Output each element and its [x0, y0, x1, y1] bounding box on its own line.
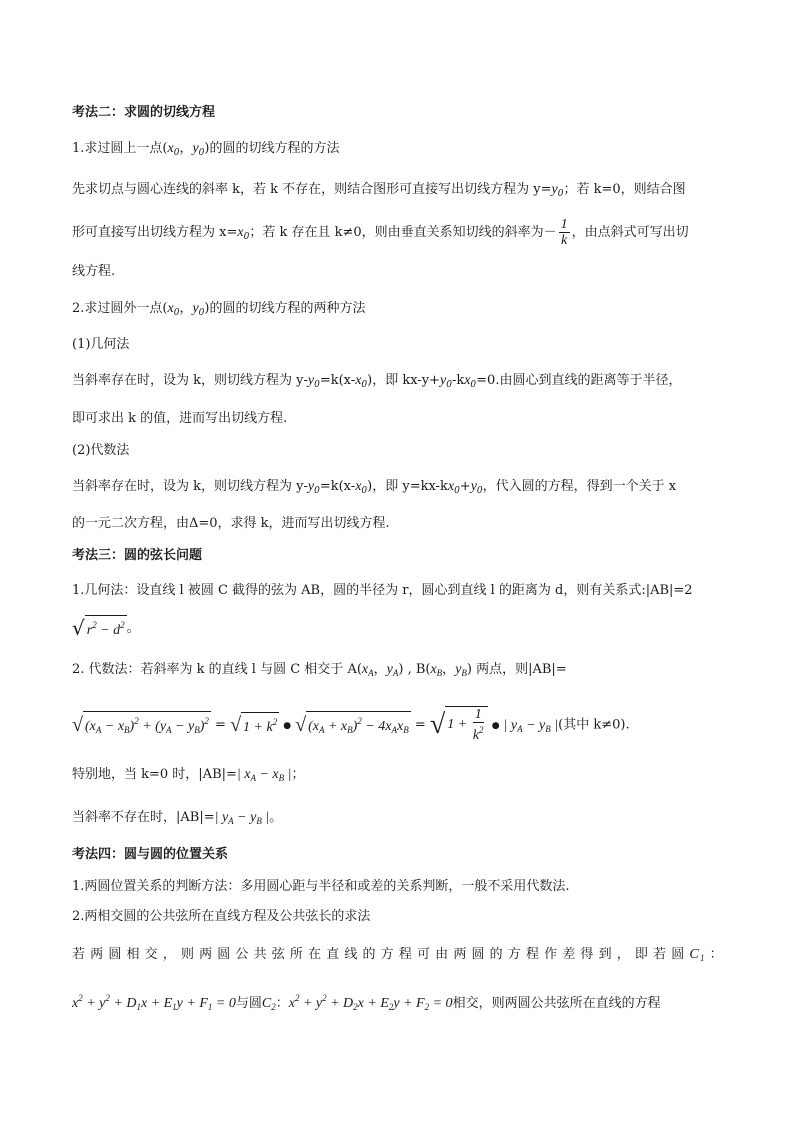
- paragraph-line: 2.两相交圆的公共弦所在直线方程及公共弦长的求法: [72, 909, 371, 924]
- paragraph-line: 若两圆相交，则两圆公共弦所在直线的方程可由两圆的方程作差得到，即若圆$C_1$：: [72, 947, 724, 963]
- formula-chord-length: √ $(x_A - x_B)^2 + (y_A - y_B)^2$ = √ $1 + k^2$ ● √ $(x_A + x_B)^2 - 4x_Ax_B$ = √ 1 + $\frac{1}{k^2}$ ● | $y_A - y_B$ |(其中 k≠0).: [72, 707, 630, 744]
- sqrt-r2-minus-d2: √ $r^2 - d^2$: [72, 615, 125, 640]
- formula-line: √ $r^2 - d^2$ 。: [72, 614, 724, 642]
- paragraph-line: 的一元二次方程，由Δ=0，求得 k，进而写出切线方程.: [72, 516, 390, 531]
- fraction-one-over-k: $\frac{1}{k}$: [560, 217, 568, 248]
- subheading-geometric: (1)几何法: [72, 337, 130, 352]
- paragraph-line: 特别地，当 k=0 时，|AB|=| $x_A - x_B$ |；: [72, 767, 305, 783]
- paragraph-line: 当斜率不存在时，|AB|=| $y_A - y_B$ |。: [72, 810, 283, 826]
- item-point-outside-circle: 2.求过圆外一点($x_0$，$y_0$)的圆的切线方程的两种方法: [72, 301, 366, 318]
- formula-line: $x^2 + y^2 + D_1x + E_1y + F_1 = 0$与圆$C_2$：$x^2 + y^2 + D_2x + E_2y + F_2 = 0$相交，则两圆公共弦所在直线的方程: [72, 993, 661, 1012]
- paragraph-line: 1.两圆位置关系的判断方法：多用圆心距与半径和或差的关系判断，一般不采用代数法.: [72, 879, 570, 894]
- paragraph-line: 先求切点与圆心连线的斜率 k，若 k 不存在，则结合图形可直接写出切线方程为 $y=y_0$；若 k=0，则结合图: [72, 182, 686, 199]
- heading-method-2: 考法二：求圆的切线方程: [72, 105, 216, 120]
- item-point-on-circle: 1.求过圆上一点($x_0$，$y_0$)的圆的切线方程的方法: [72, 141, 340, 158]
- paragraph-line: 线方程.: [72, 264, 116, 279]
- paragraph-line: 2. 代数法：若斜率为 k 的直线 l 与圆 C 相交于 $A(x_A$，$y_A$) , $B(x_B$，$y_B$) 两点，则|AB|=: [72, 662, 567, 678]
- paragraph-line: 当斜率存在时，设为 k，则切线方程为 $y-y_0=k(x-x_0)$，即 $y=kx-kx_0+y_0$，代入圆的方程，得到一个关于 x: [72, 479, 677, 496]
- paragraph-line: 形可直接写出切线方程为 $x=x_0$；若 k 存在且 k≠0，则由垂直关系知切线的斜率为－ $\frac{1}{k}$ ，由点斜式可写出切: [72, 217, 689, 248]
- subheading-algebraic: (2)代数法: [72, 443, 130, 458]
- paragraph-line: 当斜率存在时，设为 k，则切线方程为 $y-y_0=k(x-x_0)$，即 $kx-y+y_0-kx_0=0$.由圆心到直线的距离等于半径，: [72, 373, 682, 390]
- heading-method-3: 考法三：圆的弦长问题: [72, 548, 203, 563]
- heading-method-4: 考法四：圆与圆的位置关系: [72, 847, 229, 862]
- paragraph-line: 1.几何法：设直线 l 被圆 C 截得的弦为 AB，圆的半径为 r，圆心到直线 l 的距离为 d，则有关系式:|AB|=2: [72, 583, 693, 598]
- paragraph-line: 即可求出 k 的值，进而写出切线方程.: [72, 411, 288, 426]
